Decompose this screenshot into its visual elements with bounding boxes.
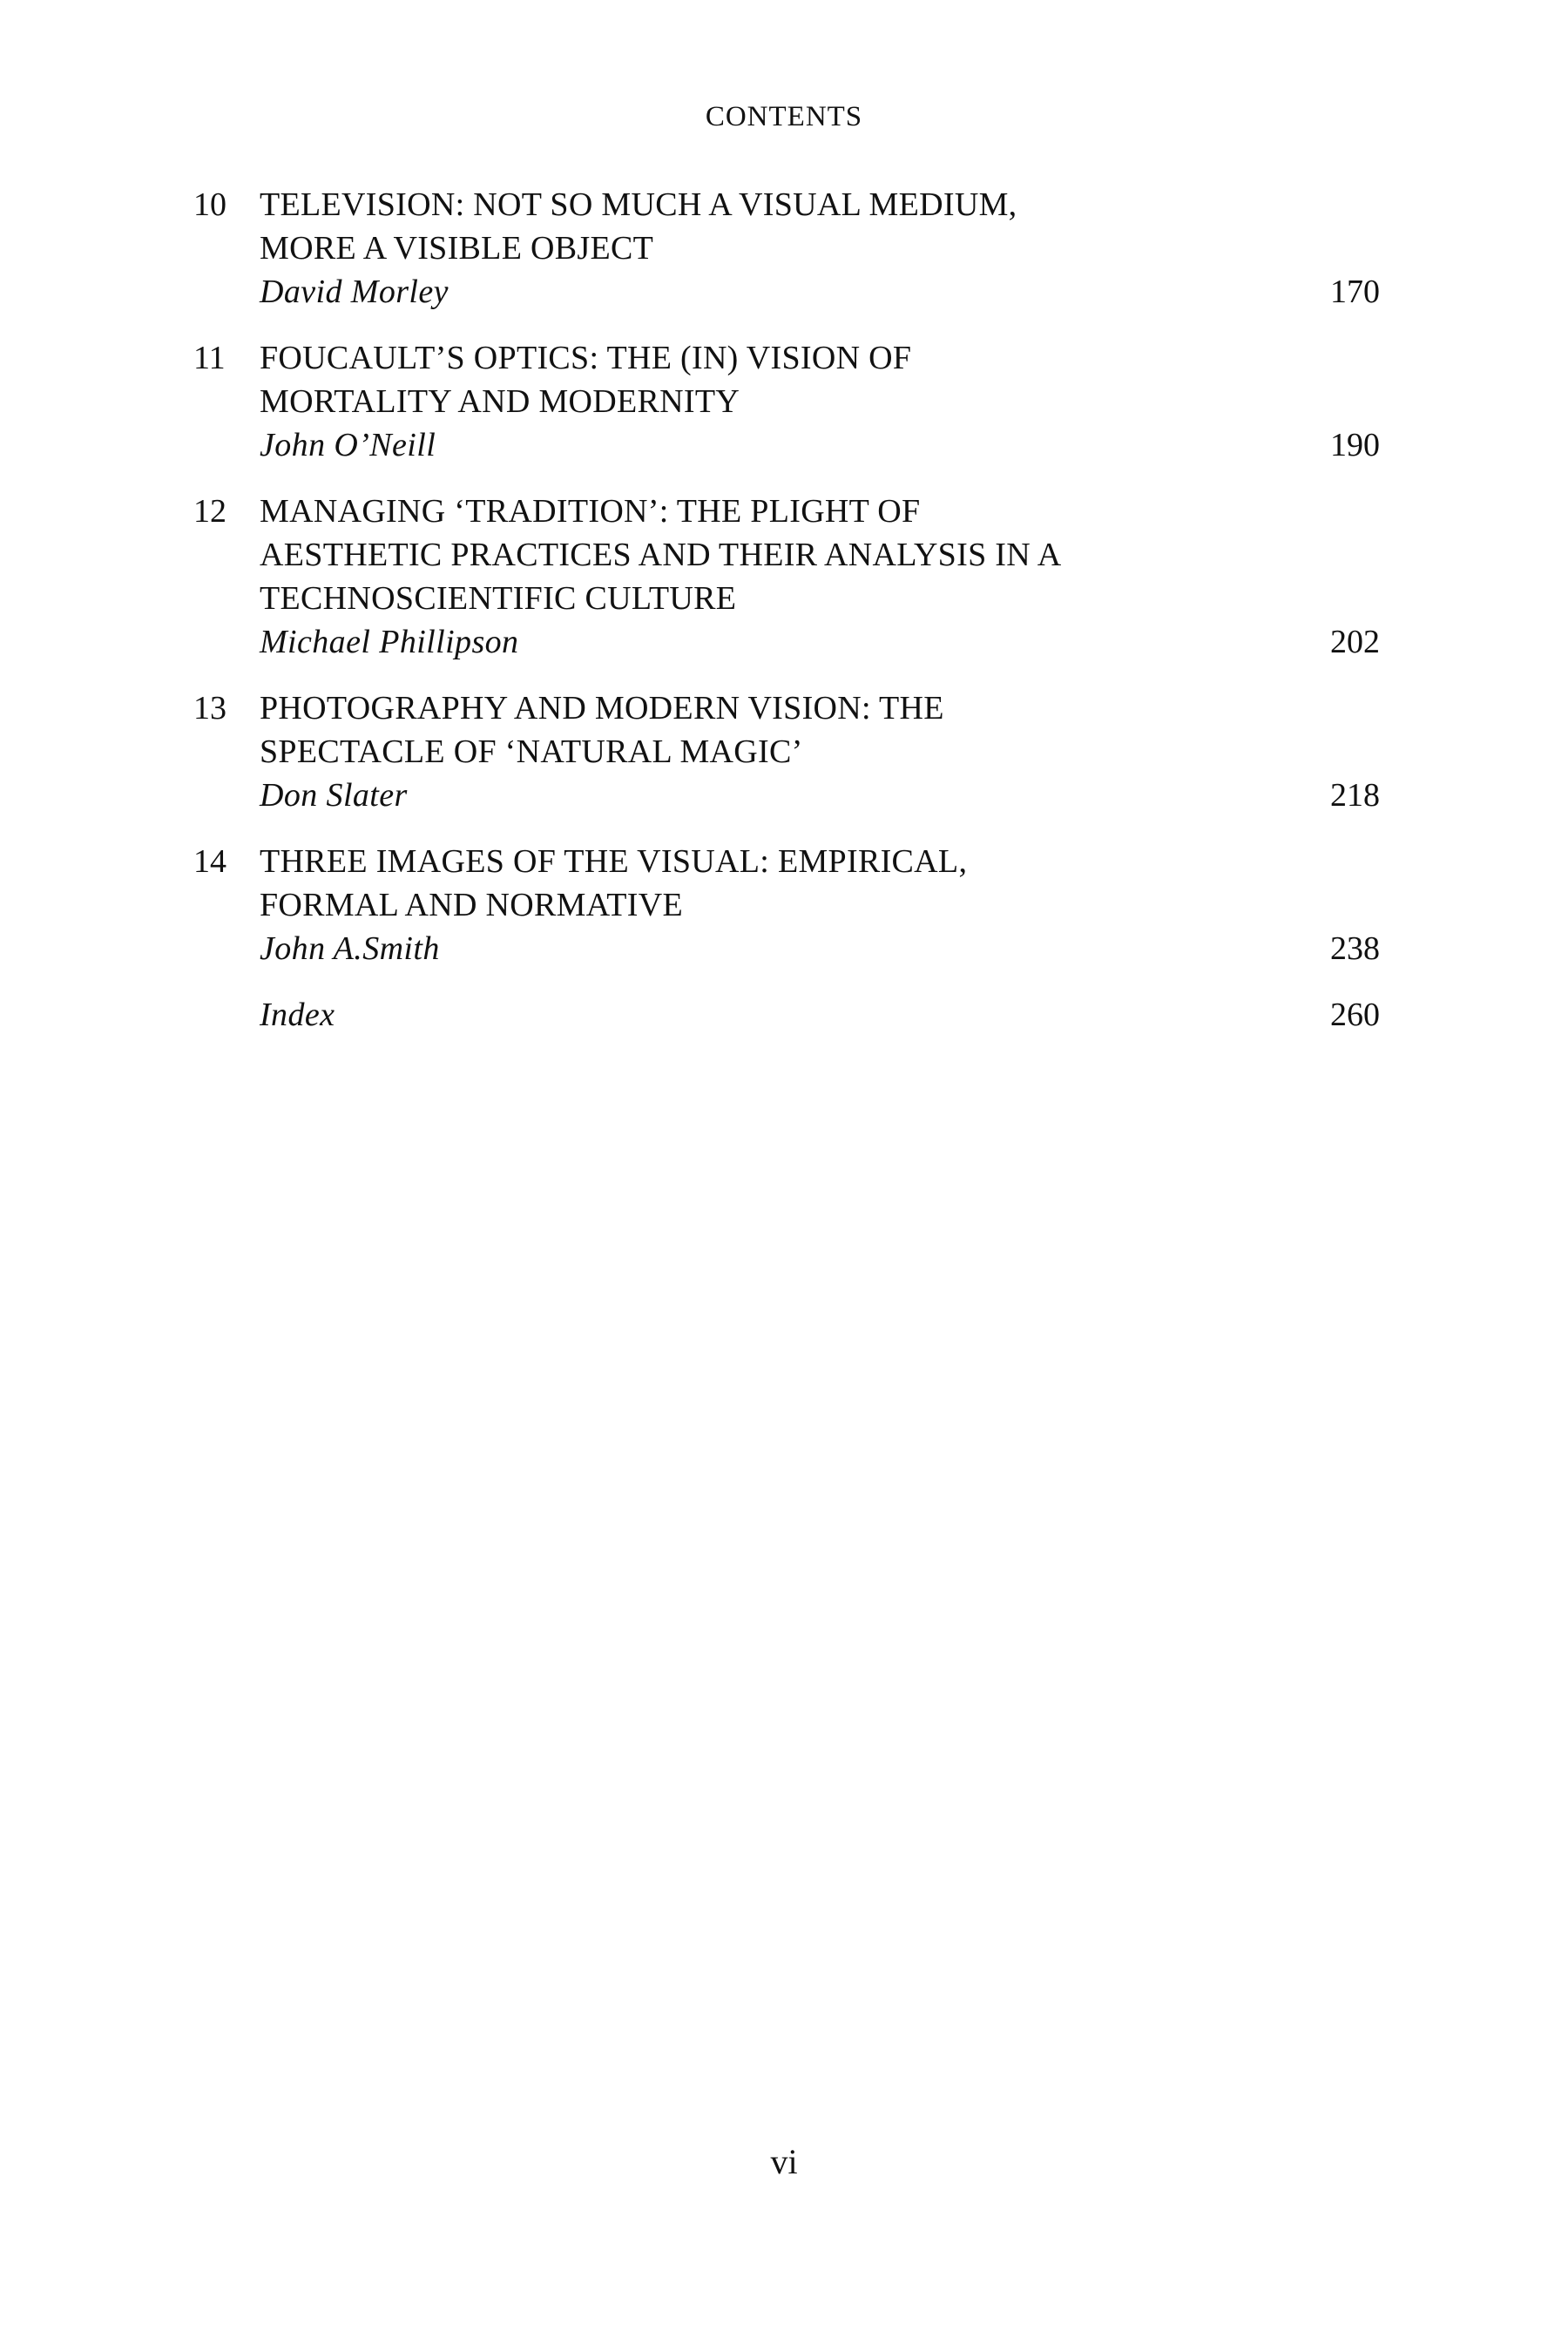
chapter-title-line: PHOTOGRAPHY AND MODERN VISION: THE xyxy=(260,690,944,727)
page-number: 260 xyxy=(1330,997,1380,1033)
folio: vi xyxy=(770,2142,798,2181)
chapter-title-line: MORE A VISIBLE OBJECT xyxy=(260,230,654,267)
author-row xyxy=(260,774,1380,817)
author-row xyxy=(260,270,1380,314)
author-row xyxy=(260,927,1380,970)
running-head: CONTENTS xyxy=(705,101,863,132)
author-row xyxy=(260,423,1380,467)
page-number: 170 xyxy=(1330,274,1380,310)
chapter-author: Michael Phillipson xyxy=(260,624,519,660)
table-of-contents xyxy=(193,183,1380,1059)
index-label: Index xyxy=(260,997,335,1033)
page-number: 190 xyxy=(1330,427,1380,463)
chapter-title-line: MORTALITY AND MODERNITY xyxy=(260,383,740,420)
entry-body xyxy=(260,183,1380,314)
entry-body xyxy=(260,840,1380,970)
chapter-title-line: FOUCAULT’S OPTICS: THE (IN) VISION OF xyxy=(260,340,912,376)
chapter-author: Don Slater xyxy=(260,777,408,814)
toc-entry xyxy=(193,490,1380,664)
entry-body xyxy=(260,336,1380,467)
chapter-author: John O’Neill xyxy=(260,427,436,463)
chapter-number: 11 xyxy=(193,340,226,376)
toc-entry xyxy=(193,840,1380,970)
chapter-title-line: TELEVISION: NOT SO MUCH A VISUAL MEDIUM, xyxy=(260,186,1017,223)
entry-body xyxy=(260,686,1380,817)
toc-entry xyxy=(193,183,1380,314)
chapter-title-line: AESTHETIC PRACTICES AND THEIR ANALYSIS IN A xyxy=(260,537,1062,573)
chapter-title-line: SPECTACLE OF ‘NATURAL MAGIC’ xyxy=(260,733,803,770)
toc-index-entry xyxy=(193,993,1380,1037)
chapter-title-line: MANAGING ‘TRADITION’: THE PLIGHT OF xyxy=(260,493,921,530)
chapter-number: 12 xyxy=(193,493,226,530)
chapter-title-line: TECHNOSCIENTIFIC CULTURE xyxy=(260,580,737,617)
chapter-author: John A.Smith xyxy=(260,930,440,967)
page-number: 238 xyxy=(1330,930,1380,967)
chapter-number: 13 xyxy=(193,690,226,727)
chapter-number: 10 xyxy=(193,186,226,223)
page-number: 218 xyxy=(1330,777,1380,814)
entry-body xyxy=(260,490,1380,664)
toc-entry xyxy=(193,336,1380,467)
index-row xyxy=(260,993,1380,1037)
chapter-author: David Morley xyxy=(260,274,449,310)
author-row xyxy=(260,620,1380,664)
entry-body xyxy=(260,993,1380,1037)
chapter-title-line: FORMAL AND NORMATIVE xyxy=(260,887,683,923)
page-number: 202 xyxy=(1330,624,1380,660)
chapter-number: 14 xyxy=(193,843,226,880)
chapter-title-line: THREE IMAGES OF THE VISUAL: EMPIRICAL, xyxy=(260,843,968,880)
toc-entry xyxy=(193,686,1380,817)
